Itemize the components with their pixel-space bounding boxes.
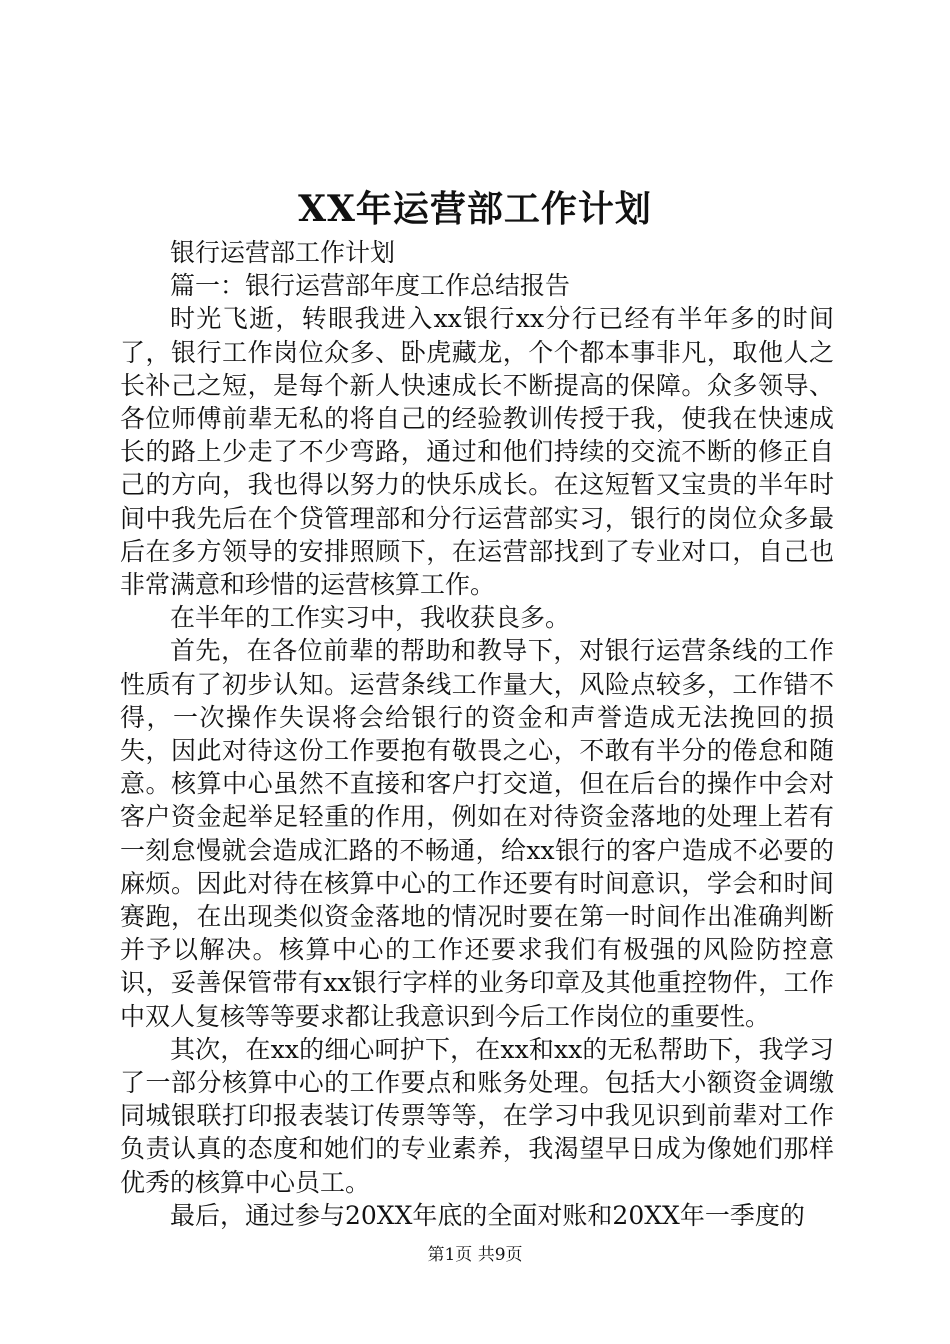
document-body bbox=[120, 236, 834, 1232]
subtitle-line: 银行运营部工作计划 bbox=[170, 238, 396, 267]
paragraph-second: 其次，在xx的细心呵护下，在xx和xx的无私帮助下，我学习了一部分核算中心的工作要点和账务处理。包括大小额资金调缴同城银联打印报表装订传票等等，在学习中我见识到前辈对工作负责认真的态度和她们的专业素养，我渴望早日成为像她们那样优秀的核算中心员工。 bbox=[120, 1034, 834, 1197]
page-footer: 第1页 共9页 bbox=[427, 1245, 523, 1265]
section-heading-line: 篇一：银行运营部年度工作总结报告 bbox=[170, 271, 571, 301]
document-title: XX年运营部工作计划 bbox=[298, 188, 652, 230]
paragraph-first: 首先，在各位前辈的帮助和教导下，对银行运营条线的工作性质有了初步认知。运营条线工作量大，风险点较多，工作错不得，一次操作失误将会给银行的资金和声誉造成无法挽回的损失，因此对待这份工作要抱有敬畏之心，不敢有半分的倦怠和随意。核算中心虽然不直接和客户打交道，但在后台的操作中会对客户资金起举足轻重的作用，例如在对待资金落地的处理上若有一刻怠慢就会造成汇路的不畅通，给xx银行的客户造成不必要的麻烦。因此对待在核算中心的工作还要有时间意识，学会和时间赛跑，在出现类似资金落地的情况时要在第一时间作出准确判断并予以解决。核算中心的工作还要求我们有极强的风险防控意识，妥善保管带有xx银行字样的业务印章及其他重控物件，工作中双人复核等等要求都让我意识到今后工作岗位的重要性。 bbox=[120, 636, 834, 1031]
paragraph-last: 最后，通过参与20XX年底的全面对账和20XX年一季度的 bbox=[170, 1200, 805, 1230]
paragraph-intro: 时光飞逝，转眼我进入xx银行xx分行已经有半年多的时间了，银行工作岗位众多、卧虎藏龙，个个都本事非凡，取他人之长补己之短，是每个新人快速成长不断提高的保障。众多领导、各位师傅前辈无私的将自己的经验教训传授于我，使我在快速成长的路上少走了不少弯路，通过和他们持续的交流不断的修正自己的方向，我也得以努力的快乐成长。在这短暂又宝贵的半年时间中我先后在个贷管理部和分行运营部实习，银行的岗位众多最后在多方领导的安排照顾下，在运营部找到了专业对口，自己也非常满意和珍惜的运营核算工作。 bbox=[120, 304, 834, 600]
paragraph-summary: 在半年的工作实习中，我收获良多。 bbox=[170, 603, 571, 633]
